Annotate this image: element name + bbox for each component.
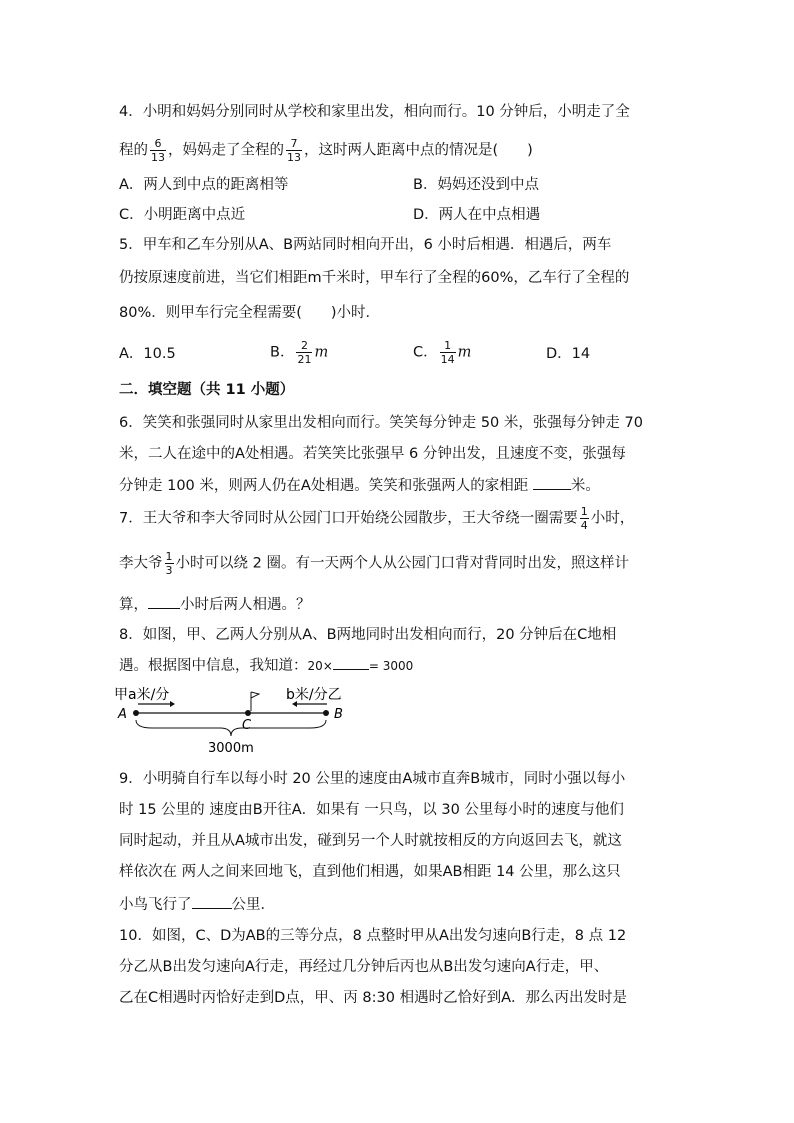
q7-line1 bbox=[119, 505, 634, 532]
q8-equation-right: = 3000 bbox=[368, 659, 414, 673]
q7-text-d: 小时可以绕 2 圈。有一天两个人从公园门口背对背同时出发，照这样计 bbox=[175, 555, 629, 572]
q9-text-b: 公里． bbox=[231, 897, 275, 913]
q8-arrowhead-right bbox=[170, 701, 175, 707]
q6-line3 bbox=[119, 475, 600, 496]
q8-text-a: 遇。根据图中信息，我知道： bbox=[119, 658, 308, 674]
q10-line2: 分乙从B出发匀速向A行走，再经过几分钟后丙也从B出发匀速向A行走，甲、 bbox=[119, 959, 609, 975]
q5-option-b-fraction bbox=[296, 339, 312, 366]
q4-line1: 4．小明和妈妈分别同时从学校和家里出发，相向而行。10 分钟后，小明走了全 bbox=[119, 104, 630, 120]
q8-point-a-label: A bbox=[118, 707, 127, 722]
q7-answer-blank[interactable] bbox=[148, 594, 180, 609]
q5-option-a[interactable]: A．10.5 bbox=[119, 346, 176, 362]
q8-point-a-dot bbox=[133, 710, 139, 716]
q5-option-b-label: B． bbox=[270, 344, 295, 361]
q9-line4: 样依次在 两人之间来回地飞，直到他们相遇，如果AB相距 14 公里，那么这只 bbox=[119, 864, 621, 880]
q10-line1: 10．如图，C、D为AB的三等分点，8 点整时甲从A出发匀速向B行走，8 点 12 bbox=[119, 928, 627, 944]
q8-distance-label: 3000m bbox=[208, 741, 254, 756]
q7-frac1-num: 1 bbox=[580, 505, 588, 518]
q8-answer-blank[interactable] bbox=[333, 655, 369, 670]
q4-line2 bbox=[119, 137, 533, 164]
q5-optc-var: m bbox=[457, 344, 472, 361]
q8-right-label: b米/分乙 bbox=[286, 687, 342, 703]
q8-point-b-dot bbox=[323, 710, 329, 716]
q4-frac2-den: 13 bbox=[287, 151, 301, 164]
q7-text-b: 小时， bbox=[590, 510, 635, 527]
q7-line2 bbox=[119, 550, 629, 577]
flag-icon bbox=[251, 692, 259, 698]
q8-left-label: 甲a米/分 bbox=[114, 687, 170, 703]
q8-equation-left: 20× bbox=[307, 659, 333, 673]
q5-optc-num: 1 bbox=[440, 339, 456, 353]
q7-text-e: 算， bbox=[119, 597, 148, 613]
q4-frac1-num: 6 bbox=[150, 137, 166, 151]
q6-text-a: 分钟走 100 米，则两人仍在A处相遇。笑笑和张强两人的家相距 bbox=[119, 478, 529, 494]
q5-option-c-fraction bbox=[440, 339, 456, 366]
q5-optb-num: 2 bbox=[296, 339, 312, 353]
q8-line1: 8．如图，甲、乙两人分别从A、B两地同时出发相向而行，20 分钟后在C地相 bbox=[119, 627, 617, 643]
q9-text-a: 小鸟飞行了 bbox=[119, 897, 192, 913]
q9-line5 bbox=[119, 894, 275, 915]
q4-text-a: 程的 bbox=[119, 142, 148, 159]
q4-frac2-num: 7 bbox=[286, 137, 302, 151]
q4-option-b[interactable]: B．妈妈还没到中点 bbox=[413, 177, 539, 193]
q5-line1: 5．甲车和乙车分别从A、B两站同时相向开出，6 小时后相遇．相遇后，两车 bbox=[119, 237, 612, 253]
q5-option-b[interactable] bbox=[270, 339, 328, 366]
q7-text-a: 7．王大爷和李大爷同时从公园门口开始绕公园散步，王大爷绕一圈需要 bbox=[119, 510, 578, 527]
q7-fraction-1 bbox=[580, 505, 589, 532]
q4-text-b: ，妈妈走了全程的 bbox=[168, 142, 284, 159]
q9-answer-blank[interactable] bbox=[192, 894, 232, 909]
q7-fraction-2 bbox=[165, 550, 174, 577]
q5-optb-den: 21 bbox=[297, 353, 312, 366]
q6-line1: 6．笑笑和张强同时从家里出发相向而行。笑笑每分钟走 50 米，张强每分钟走 70 bbox=[119, 415, 643, 431]
q8-brace bbox=[136, 720, 326, 736]
q4-option-a[interactable]: A．两人到中点的距离相等 bbox=[119, 177, 289, 193]
q6-line2: 米，二人在途中的A处相遇。若笑笑比张强早 6 分钟出发，且速度不变，张强每 bbox=[119, 446, 626, 462]
q7-frac2-den: 3 bbox=[165, 564, 173, 577]
q5-line2: 仍按原速度前进，当它们相距m千米时，甲车行了全程的60%，乙车行了全程的 bbox=[119, 270, 630, 286]
q7-frac1-den: 4 bbox=[580, 519, 588, 532]
q8-point-c-dot bbox=[245, 710, 251, 716]
q4-option-d[interactable]: D．两人在中点相遇 bbox=[413, 207, 541, 223]
q4-fraction-2 bbox=[286, 137, 302, 164]
q7-line3 bbox=[119, 594, 311, 615]
q9-line2: 时 15 公里的 速度由B开往A．如果有 一只鸟，以 30 公里每小时的速度与他们 bbox=[119, 802, 624, 818]
q8-diagram bbox=[112, 680, 362, 758]
q7-frac2-num: 1 bbox=[165, 550, 173, 563]
q5-optc-den: 14 bbox=[440, 353, 455, 366]
q5-option-c[interactable] bbox=[413, 339, 471, 366]
q9-line1: 9．小明骑自行车以每小时 20 公里的速度由A城市直奔B城市，同时小强以每小 bbox=[119, 771, 626, 787]
section-2-heading: 二．填空题（共 11 小题） bbox=[119, 382, 295, 398]
q8-line2 bbox=[119, 655, 413, 676]
q4-text-c: ，这时两人距离中点的情况是( ) bbox=[304, 142, 533, 159]
q7-text-f: 小时后两人相遇。？ bbox=[180, 597, 311, 613]
q9-line3: 同时起动，并且从A城市出发，碰到另一个人时就按相反的方向返回去飞，就这 bbox=[119, 833, 622, 849]
q10-line3: 乙在C相遇时丙恰好走到D点，甲、丙 8:30 相遇时乙恰好到A．那么丙出发时是 bbox=[119, 990, 627, 1006]
q8-point-c-label: C bbox=[242, 718, 252, 733]
q5-optb-var: m bbox=[314, 344, 329, 361]
q4-option-c[interactable]: C．小明距离中点近 bbox=[119, 207, 246, 223]
q8-point-b-label: B bbox=[334, 707, 343, 722]
q7-text-c: 李大爷 bbox=[119, 555, 163, 572]
q6-text-b: 米。 bbox=[570, 478, 600, 494]
q4-frac1-den: 13 bbox=[151, 151, 165, 164]
q5-option-d[interactable]: D．14 bbox=[546, 346, 591, 362]
q4-fraction-1 bbox=[150, 137, 166, 164]
q5-line3: 80%．则甲车行完全程需要( )小时． bbox=[119, 305, 381, 321]
q5-option-c-label: C． bbox=[413, 344, 438, 361]
q6-answer-blank[interactable] bbox=[533, 475, 571, 490]
